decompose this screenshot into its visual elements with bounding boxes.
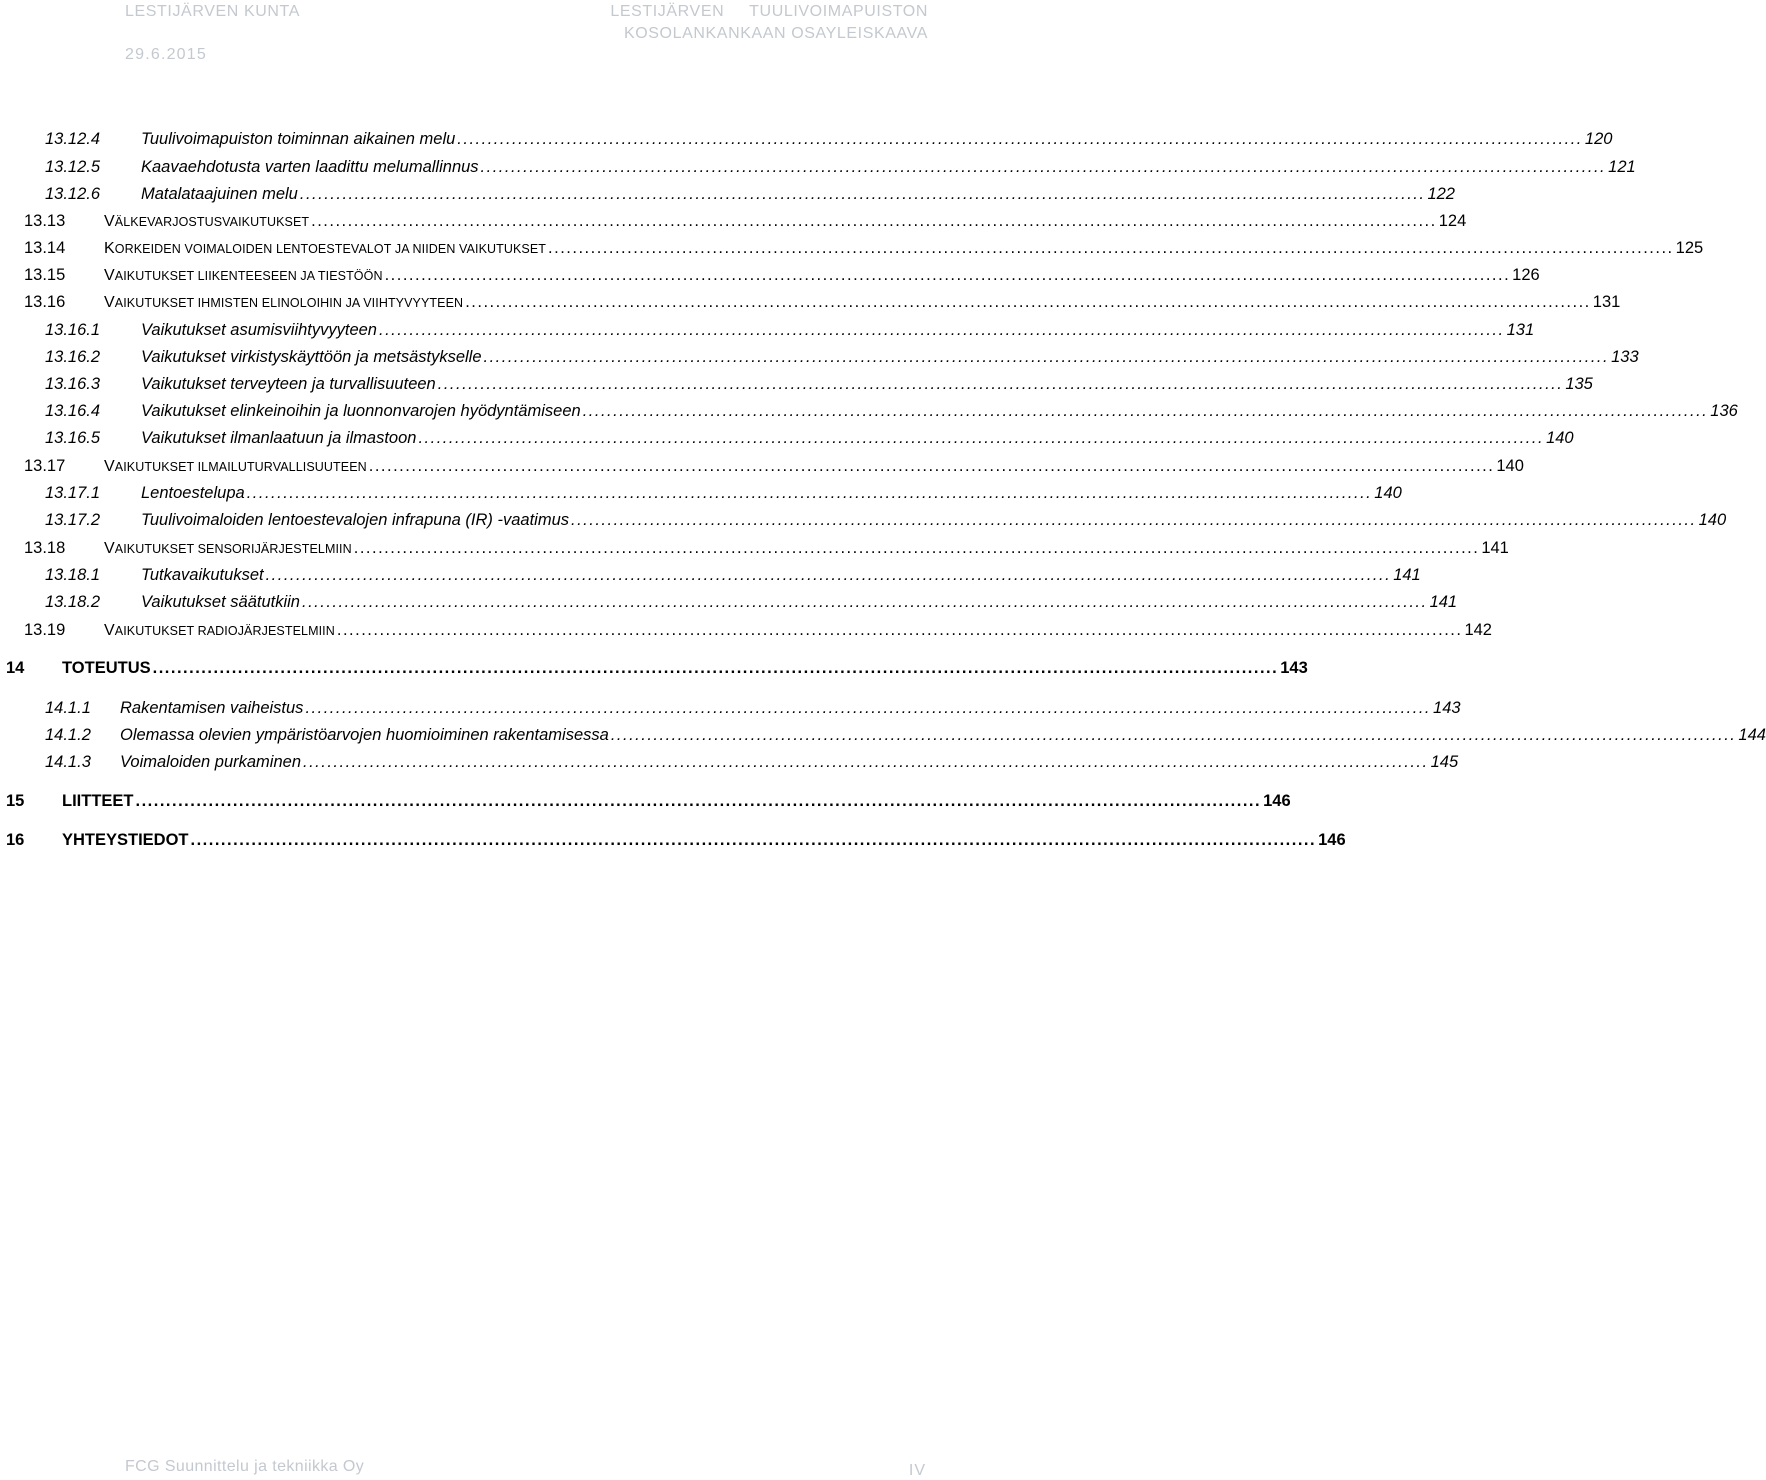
toc-entry-title: LIITTEET [62, 792, 134, 810]
toc-leader-dots: ......................................................................................................................................................................................... [610, 726, 1737, 744]
toc-entry[interactable] [45, 563, 1421, 587]
toc-leader-dots: ......................................................................................................................................................................................... [548, 239, 1674, 257]
toc-leader-dots: ......................................................................................................................................................................................... [135, 792, 1262, 810]
toc-entry-number: 14.1.1 [45, 699, 91, 717]
toc-entry[interactable] [45, 127, 1613, 151]
toc-entry-title: VÄLKEVARJOSTUSVAIKUTUKSET [104, 213, 310, 230]
toc-leader-dots: ......................................................................................................................................................................................... [368, 457, 1495, 475]
toc-entry[interactable] [45, 481, 1402, 505]
toc-entry-number: 13.14 [24, 239, 66, 257]
toc-entry-title: Voimaloiden purkaminen [120, 753, 301, 771]
toc-entry-page: 135 [1565, 375, 1593, 393]
toc-entry[interactable] [45, 155, 1636, 179]
toc-entry[interactable] [45, 318, 1535, 342]
toc-entry[interactable] [45, 508, 1727, 532]
toc-entry[interactable] [45, 750, 1459, 774]
toc-leader-dots: ......................................................................................................................................................................................... [301, 593, 1428, 611]
toc-leader-dots: ......................................................................................................................................................................................... [465, 293, 1591, 311]
toc-entry-title: Tuulivoimaloiden lentoestevalojen infrapuna (IR) -vaatimus [141, 511, 569, 529]
toc-entry-page: 142 [1464, 621, 1492, 639]
toc-leader-dots: ......................................................................................................................................................................................... [437, 375, 1564, 393]
toc-entry[interactable] [24, 290, 1621, 314]
toc-leader-dots: ......................................................................................................................................................................................... [384, 266, 1511, 284]
toc-entry-page: 131 [1506, 321, 1535, 339]
toc-leader-dots: ......................................................................................................................................................................................... [353, 539, 1480, 557]
toc-entry[interactable] [24, 618, 1492, 642]
toc-entry-title: Vaikutukset terveyteen ja turvallisuuteen [141, 375, 436, 393]
toc-entry[interactable] [45, 723, 1766, 747]
toc-entry-title: VAIKUTUKSET SENSORIJÄRJESTELMIIN [104, 540, 352, 557]
toc-entry-title: Vaikutukset elinkeinoihin ja luonnonvarojen hyödyntämiseen [141, 402, 581, 420]
header-plan-title [610, 2, 928, 46]
toc-leader-dots: ......................................................................................................................................................................................... [418, 429, 1545, 447]
toc-entry-page: 145 [1430, 753, 1459, 771]
toc-entry[interactable] [45, 372, 1593, 396]
toc-entry-title: VAIKUTUKSET RADIOJÄRJESTELMIIN [104, 622, 335, 639]
toc-entry-number: 16 [6, 831, 25, 849]
footer-page-number: IV [908, 1462, 926, 1479]
toc-entry-page: 141 [1429, 593, 1458, 611]
toc-entry[interactable] [24, 454, 1524, 478]
toc-entry-title: YHTEYSTIEDOT [62, 831, 189, 849]
toc-entry[interactable] [24, 536, 1509, 560]
toc-entry[interactable] [24, 209, 1467, 233]
toc-entry-page: 146 [1263, 792, 1291, 810]
toc-entry[interactable] [24, 263, 1540, 287]
toc-entry[interactable] [24, 236, 1704, 260]
toc-leader-dots: ......................................................................................................................................................................................... [190, 831, 1317, 849]
toc-entry-number: 13.17.2 [45, 511, 101, 529]
toc-entry-number: 13.13 [24, 212, 66, 230]
toc-entry-page: 122 [1427, 185, 1455, 203]
header-plan-title-line1: LESTIJÄRVEN TUULIVOIMAPUISTON [610, 3, 928, 20]
toc-entry[interactable] [45, 426, 1574, 450]
toc-entry-title: TOTEUTUS [62, 659, 151, 677]
toc-entry-number: 13.16.4 [45, 402, 101, 420]
toc-entry-number: 13.17.1 [45, 484, 101, 502]
toc-entry-title: KORKEIDEN VOIMALOIDEN LENTOESTEVALOT JA NIIDEN VAIKUTUKSET [104, 240, 547, 257]
toc-entry-number: 13.16.2 [45, 348, 101, 366]
header-plan-title-line2: KOSOLANKANKAAN OSAYLEISKAAVA [623, 25, 928, 42]
toc-entry-title: VAIKUTUKSET ILMAILUTURVALLISUUTEEN [104, 458, 367, 475]
toc-entry-number: 13.18 [24, 539, 66, 557]
toc-leader-dots: ......................................................................................................................................................................................... [311, 212, 1437, 230]
toc-leader-dots: ......................................................................................................................................................................................... [457, 130, 1583, 148]
toc-entry-page: 144 [1738, 726, 1766, 744]
toc-entry-page: 146 [1318, 831, 1346, 849]
toc-entry[interactable] [45, 696, 1461, 720]
toc-entry-page: 141 [1393, 566, 1421, 584]
toc-entry-page: 121 [1608, 158, 1636, 176]
toc-entry-title: Lentoestelupa [141, 484, 245, 502]
toc-entry-title: Rakentamisen vaiheistus [120, 699, 304, 717]
toc-entry-title: Olemassa olevien ympäristöarvojen huomioiminen rakentamisessa [120, 726, 609, 744]
toc-entry-title: VAIKUTUKSET IHMISTEN ELINOLOIHIN JA VIIHTYVYYTEEN [104, 294, 464, 311]
toc-leader-dots: ......................................................................................................................................................................................... [582, 402, 1709, 420]
toc-chapter[interactable] [6, 828, 1346, 852]
toc-entry-title: Vaikutukset asumisviihtyvyyteen [141, 321, 377, 339]
toc-leader-dots: ......................................................................................................................................................................................... [336, 621, 1463, 639]
toc-entry-number: 13.12.6 [45, 185, 101, 203]
toc-entry-number: 13.12.4 [45, 130, 101, 148]
toc-entry-number: 13.18.2 [45, 593, 101, 611]
toc-entry-page: 141 [1481, 539, 1509, 557]
footer-company: FCG Suunnittelu ja tekniikka Oy [125, 1458, 365, 1475]
toc-entry-page: 143 [1280, 659, 1308, 677]
toc-entry-number: 14 [6, 659, 25, 677]
toc-entry-number: 13.16 [24, 293, 66, 311]
toc-entry[interactable] [45, 590, 1458, 614]
toc-entry-number: 13.19 [24, 621, 66, 639]
toc-entry-page: 140 [1546, 429, 1574, 447]
toc-leader-dots: ......................................................................................................................................................................................... [299, 185, 1426, 203]
toc-entry-number: 13.16.1 [45, 321, 101, 339]
toc-entry-page: 133 [1611, 348, 1639, 366]
toc-entry-number: 13.12.5 [45, 158, 101, 176]
toc-entry-number: 15 [6, 792, 25, 810]
toc-entry-title: VAIKUTUKSET LIIKENTEESEEN JA TIESTÖÖN [104, 267, 383, 284]
toc-entry-number: 13.16.3 [45, 375, 101, 393]
toc-entry-number: 13.17 [24, 457, 66, 475]
toc-leader-dots: ......................................................................................................................................................................................... [571, 511, 1697, 529]
toc-entry-page: 140 [1698, 511, 1727, 529]
toc-entry-title: Tutkavaikutukset [141, 566, 264, 584]
toc-entry-number: 13.18.1 [45, 566, 101, 584]
toc-entry-title: Kaavaehdotusta varten laadittu melumallinnus [141, 158, 479, 176]
toc-entry-page: 124 [1438, 212, 1467, 230]
toc-entry-page: 143 [1433, 699, 1461, 717]
toc-entry-page: 140 [1496, 457, 1524, 475]
toc-entry-number: 14.1.2 [45, 726, 91, 744]
toc-leader-dots: ......................................................................................................................................................................................... [303, 753, 1429, 771]
toc-entry-title: Vaikutukset virkistyskäyttöön ja metsästykselle [141, 348, 482, 366]
toc-entry[interactable] [45, 345, 1639, 369]
toc-entry-number: 13.16.5 [45, 429, 101, 447]
toc-entry-page: 120 [1584, 130, 1613, 148]
toc-entry-page: 136 [1710, 402, 1738, 420]
toc-leader-dots: ......................................................................................................................................................................................... [480, 158, 1607, 176]
toc-entry-page: 131 [1592, 293, 1621, 311]
toc-entry[interactable] [45, 399, 1738, 423]
toc-entry-page: 126 [1512, 266, 1540, 284]
header-date: 29.6.2015 [125, 46, 207, 63]
toc-entry-title: Vaikutukset säätutkiin [141, 593, 300, 611]
toc-entry-title: Matalataajuinen melu [141, 185, 298, 203]
toc-entry-number: 14.1.3 [45, 753, 91, 771]
toc-chapter[interactable] [6, 656, 1308, 680]
toc-entry-title: Tuulivoimapuiston toiminnan aikainen melu [141, 130, 456, 148]
toc-leader-dots: ......................................................................................................................................................................................... [152, 659, 1279, 677]
toc-leader-dots: ......................................................................................................................................................................................... [379, 321, 1505, 339]
toc-leader-dots: ......................................................................................................................................................................................... [305, 699, 1432, 717]
toc-chapter[interactable] [6, 789, 1291, 813]
header-municipality: LESTIJÄRVEN KUNTA [125, 3, 300, 20]
toc-entry-page: 140 [1374, 484, 1402, 502]
toc-entry-title: Vaikutukset ilmanlaatuun ja ilmastoon [141, 429, 417, 447]
toc-entry[interactable] [45, 182, 1455, 206]
toc-leader-dots: ......................................................................................................................................................................................... [246, 484, 1373, 502]
toc-entry-page: 125 [1675, 239, 1704, 257]
toc-entry-number: 13.15 [24, 266, 66, 284]
toc-leader-dots: ......................................................................................................................................................................................... [483, 348, 1610, 366]
toc-leader-dots: ......................................................................................................................................................................................... [265, 566, 1392, 584]
